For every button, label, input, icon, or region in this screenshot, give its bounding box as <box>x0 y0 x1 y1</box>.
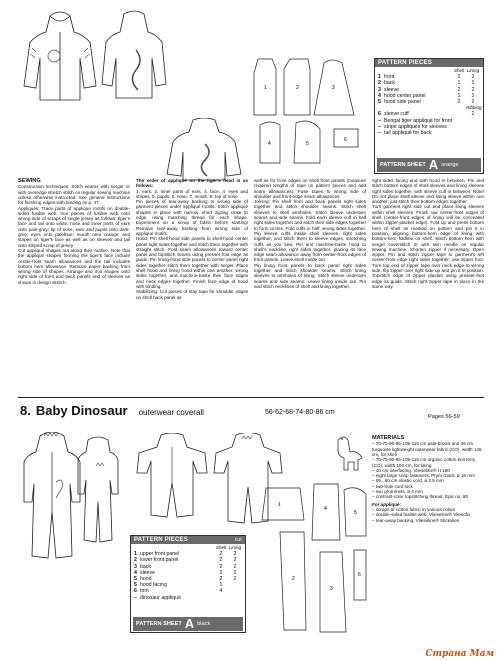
pattern-piece-row: 5 hood facing 1 <box>134 582 223 589</box>
applique-materials-text: – scraps of cotton fabric in various colors – double-sided fusible web, Vlieseline® Vliesofix – tear-away backing, Vlieseline® Stickvlies <box>372 506 471 523</box>
materials-text: – 70-75-90-95-105-115 cm pale-brown and 35 cm turquoise lightweight outerwear fabric (CO), width 145 cm, for shell – 70-75-90-95-105-115 cm organic cotton knit terry (CO), width 160 cm, for lining – 40 cm interfacing, Vlieseline® H 180 – eight large snap fasteners, Prym Giant, ø 18 mm – 55...60 cm elastic cord, ø 2.5 mm – two-hole cord lock – two grommets, ø 4 mm – contrast-color topstitching thread, Epic no. 80 <box>372 441 482 500</box>
col-cut-label: cut <box>234 537 242 543</box>
materials-heading: MATERIALS <box>372 435 405 441</box>
svg-text:1: 1 <box>278 502 281 508</box>
pattern-extra: – Bengal tiger appliqué for front <box>378 117 453 124</box>
sewing-text-1: Construction techniques: Stitch seams with serger or with overedge stretch stitch on regular sewing machine unless otherwise instructed. See general instructions for finishing edges with binding on p. 47. Appliqués: Trace parts of appliqué motifs on double-sided fusible web. Iron pieces of fusible web onto wrong side of scraps of single jersey as follows: tiger's face and tail onto white; nose and inner parts of ears onto pale-grey; tip of nose, ears and pupils onto dark-grey; eyes onto paleblue; mouth onto orange; and stripes on tiger's face as well as on sleeves and tail onto striped scrap of jersey. Cut appliqué shapes out along their outline. Note that the appliqué shapes forming the tiger's face include center-front seam allowances and the tail includes bottom hem allowance. Remove paper backing from wrong side of shapes. Arrange and iron shapes onto right side of front and back panels and of sleeves as shown in design sketch. <box>18 184 130 285</box>
top-pattern-pieces-box <box>374 58 484 174</box>
sewing-heading: SEWING <box>18 178 41 184</box>
pattern-piece-row: 4 sleeve 2 2 <box>134 569 237 576</box>
project-title <box>20 403 204 418</box>
coverall-flat-sketch-1 <box>135 433 210 519</box>
jacket-back-sketch <box>100 10 168 102</box>
top-pattern-layout <box>250 55 368 173</box>
pattern-sheet-color: black <box>197 621 211 627</box>
pattern-piece-row: 6 sleeve cuff 2 <box>378 111 475 118</box>
project-pages: Pages 56-59 <box>428 414 460 420</box>
pattern-piece-row: 4 hood center panel 1 1 <box>378 92 475 99</box>
sewing-column-3 <box>254 178 366 289</box>
pattern-pieces-title: PATTERN PIECES <box>375 59 483 67</box>
svg-text:3: 3 <box>332 85 335 91</box>
project-name: Baby Dinosaur <box>35 403 128 418</box>
jacket-back-tiger-sketch <box>165 118 243 182</box>
col-lining-label: Lining <box>466 68 480 73</box>
section-divider <box>18 397 484 398</box>
applique-order-heading: The order of appliqué on the tiger's head is as follows: <box>136 178 248 189</box>
col-lining-label: Lining <box>228 545 242 550</box>
svg-text:2: 2 <box>296 85 299 91</box>
pattern-pieces-title: PATTERN PIECES <box>134 537 188 543</box>
col-shell-label: Shell <box>453 68 465 73</box>
sewing-text-2: 1. ears, 2. inner parts of ears, 3. face, 4. eyes and stripes, 5. pupils, 6. nose, 7. mouth, 8. top of nose. Pin pieces of tear-away backing to wrong side of garment pieces under appliqué motifs. Stitch appliqué shapes in place with narrow, short zigzag close to edge, using matching thread for each shape. Experiment on a scrap of fabric before starting! Remove tear-away backing from wrong side of appliqué motifs. Hood: Pin shell-hood side panels to shell-hood center panel right sides together and stitch them together with straight stitch. Fold seam allowances toward center panel and topstitch seams using presser-foot edge as guide. Pin lining-hood side panels to center panel right sides together stitch them together with serger. Place shell hood and lining hood within one another; wrong sides together, and machine-baste their face edges and neck edges together. Finish face edge of hood with binding. Stabilizing: Cut pieces of stay tape for shoulder edges on shell back panel as <box>136 188 248 300</box>
coverall-front-sketch <box>22 432 82 564</box>
sewing-text-3: well as for front edges on shell front panels (measure required lengths of tape on pattern pieces and add seam allowances). Fuse tapes to wrong side of shoulder and front-edge seam allowances. Joining: Pin shell front and back panels right sides together and stitch shoulder seams. Stitch shell sleeves to shell armholes. Stitch sleeve underarm seams and side seams. Fold each sleeve cuff in half right sides together and stitch their side edges together to form circles. Fold cuffs in half, wrong sides together. Pin sleeve cuffs inside shell sleeves, right sides together, and stitch them to sleeve edges, stretching cuffs as you sew. Pin and machine-baste hood to shell's neckline, right sides together, placing its face edge seam allowance away from center-front edges of front panels. Leave shell inside out. Pin lining front panels to back panel right sides together and stitch shoulder seams. Stitch lining sleeves to armholes of lining. Stitch sleeve underarm seams and side seams. Leave lining inside out. Pin and stitch necklines of shell and lining together, <box>254 178 366 289</box>
pattern-piece-row: 6 trim 4 <box>134 588 223 595</box>
pattern-extra: – dinosaur appliqué <box>134 594 181 601</box>
svg-text:2: 2 <box>292 576 295 582</box>
svg-text:5: 5 <box>354 510 357 516</box>
pattern-extra: – tail appliqué for back <box>378 130 432 137</box>
pattern-sheet-color: orange <box>441 162 459 168</box>
project-number: 8. <box>20 403 31 418</box>
sewing-text-4: right sides facing and with hood in between. Pin and stitch bottom edges of shell sleeves and lining sleeves right sides together, with sleeve cuff in between. Note! Do not place shell sleeve and lining sleeve within one another; just stitch their bottom edges together. Turn garment right side out and place lining sleeves within shell sleeves. Finish raw center-front edges of shell (center-front edges of lining will be concealed within zipper-placket edge). Fold up and press bottom hem of shell as marked on pattern and pin it in position, aligning bottom-hem edge of lining with bottom-hem foldline on shell. Stitch bottom hem with serger coverstitch or with twin needle on regular sewing machine. Shorten zipper if necessary. Open zipper. Pin and stitch zipper tape to garment's left center-front edge right sides together; use zipper foot. Turn top end of zipper tape over neck edge to wrong side, flip zipper over right side up and pin it in position. Topstitch edge of zipper placket using presser-foot edge as guide. Stitch right zipper tape in place in the same way. <box>372 178 484 289</box>
pattern-piece-row: 1 upper front panel 2 2 <box>134 551 237 558</box>
pattern-piece-row: 2 lower front panel 2 2 <box>134 557 237 564</box>
pattern-piece-row: 3 back 2 2 <box>134 563 237 570</box>
svg-text:1: 1 <box>264 85 267 91</box>
svg-text:6: 6 <box>358 572 361 578</box>
pattern-piece-row: 5 hood 2 2 <box>134 576 237 583</box>
col-ribbing-label: Ribbing <box>466 105 482 111</box>
jacket-front-sketch <box>20 8 100 103</box>
project-subtitle: outerwear coverall <box>138 408 204 417</box>
pattern-sheet-label: PATTERN SHEET A orange <box>377 158 481 172</box>
applique-materials-heading: For appliqué: <box>372 501 402 507</box>
col-shell-label: Shell <box>215 545 227 550</box>
materials-column <box>372 435 484 523</box>
svg-text:4: 4 <box>268 141 271 147</box>
project-sizes: 56-62-68-74-80-86 cm <box>265 409 335 416</box>
pattern-sheet-letter: A <box>184 616 195 631</box>
pattern-piece-row: 1 front 2 2 <box>378 74 475 81</box>
svg-text:6: 6 <box>344 137 347 143</box>
pattern-piece-row: 3 sleeve 2 2 <box>378 86 475 93</box>
svg-text:5: 5 <box>306 141 309 147</box>
pattern-sheet-letter: A <box>428 157 439 172</box>
sewing-column-2 <box>136 178 248 300</box>
svg-text:4: 4 <box>324 506 327 512</box>
coverall-back-sketch <box>76 436 120 546</box>
pattern-sheet-label: PATTERN SHEET A black <box>133 617 243 631</box>
pattern-piece-row: 2 back 1 1 <box>378 80 475 87</box>
pattern-extra: – stripe appliqués for sleeves <box>378 123 447 130</box>
pattern-piece-row: 5 hood side panel 2 2 <box>378 99 475 106</box>
svg-text:3: 3 <box>330 586 333 592</box>
bottom-pattern-pieces-box <box>130 535 246 633</box>
watermark-logo: Страна Мам <box>425 649 494 659</box>
sewing-column-4 <box>372 178 484 289</box>
bottom-pattern-layout <box>260 480 370 640</box>
dinosaur-applique-sketch <box>330 432 368 472</box>
sewing-column-1 <box>18 178 130 285</box>
